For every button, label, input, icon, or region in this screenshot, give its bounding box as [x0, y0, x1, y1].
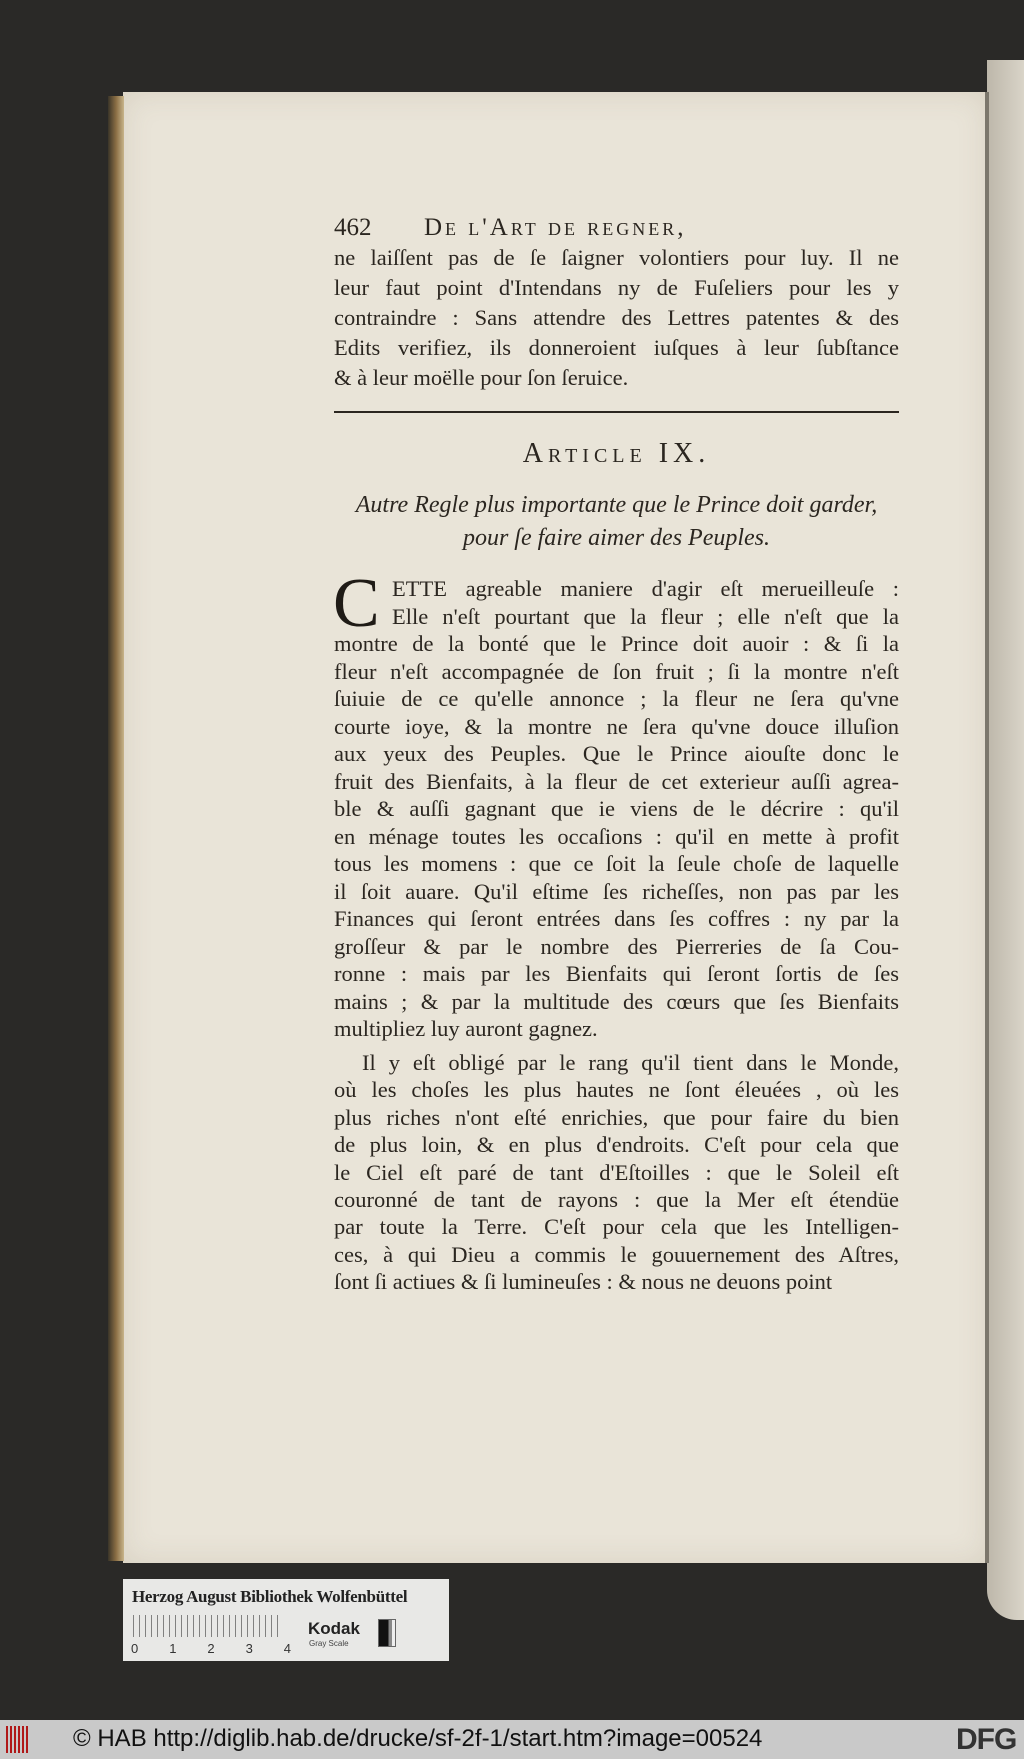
text-line: ſont ſi actiues & ſi lumineuſes : & nous ne deuons point [334, 1269, 833, 1295]
text-line: fleur n'eſt accompagnée de ſon fruit ; ſi la montre n'eſt [334, 658, 899, 684]
library-name: Herzog August Bibliothek Wolfenbüttel [132, 1587, 408, 1606]
tick-label: 3 [245, 1641, 253, 1656]
page-binding-edge [108, 96, 124, 1561]
dfg-logo: DFG [956, 1723, 1017, 1756]
text-line: ne laiſſent pas de ſe ſaigner volontiers pour luy. Il ne [334, 245, 899, 270]
text-line: contraindre : Sans attendre des Lettres patentes & des [334, 305, 899, 330]
article-subtitle-line: pour ſe faire aimer des Peuples. [462, 525, 771, 551]
page-gutter [985, 92, 989, 1563]
ruler-scale [133, 1615, 283, 1637]
text-line: ronne : mais par les Bienfaits qui ſeront ſortis de ſes [334, 961, 899, 986]
tick-label: 4 [283, 1641, 291, 1656]
page-number: 462 [334, 214, 372, 241]
text-line: fruit des Bienfaits, à la fleur de cet exterieur auſſi agrea- [334, 768, 899, 794]
text-line: en ménage toutes les occaſions : qu'il en mette à profit [334, 823, 899, 849]
text-line: plus riches n'ont eſté enrichies, que pour faire du bien [334, 1104, 899, 1130]
text-line: Il y eſt obligé par le rang qu'il tient dans le Monde, [362, 1050, 899, 1075]
text-line: Elle n'eſt pourtant que la fleur ; elle n'eſt que la [392, 603, 899, 629]
article-subtitle-line: Autre Regle plus importante que le Prince doit garder, [355, 492, 878, 518]
library-scale-card [123, 1579, 449, 1661]
running-title: De l'Art de regner, [424, 214, 687, 241]
drop-cap: C [333, 565, 380, 642]
kodak-label: Kodak [308, 1619, 360, 1638]
tick-label: 1 [169, 1641, 177, 1656]
text-line: ble & auſſi gagnant que ie viens de le décrire : qu'il [334, 796, 899, 821]
copyright-link[interactable]: © HAB http://diglib.hab.de/drucke/sf-2f-1/start.htm?image=00524 [73, 1725, 763, 1752]
text-line: montre de la bonté que le Prince doit auoir : & ſi la [334, 631, 899, 656]
text-line: aux yeux des Peuples. Que le Prince aiouſte donc le [334, 741, 899, 766]
gray-scale-label: Gray Scale [309, 1639, 349, 1648]
tick-label: 0 [131, 1641, 139, 1656]
text-line: Finances qui ſeront entrées dans ſes coffres : ny par la [334, 906, 899, 931]
text-line: couronné de tant de rayons : que la Mer eſt étendüe [334, 1187, 899, 1212]
text-line: où les choſes les plus hautes ne ſont éleuées , où les [334, 1077, 899, 1103]
text-line: tous les momens : que ce ſoit la ſeule choſe de laquelle [334, 851, 899, 876]
text-line: il ſoit auare. Qu'il eſtime ſes richeſſes, non pas par les [334, 878, 899, 904]
article-title: Article IX. [522, 438, 711, 469]
text-line: multipliez luy auront gagnez. [334, 1016, 598, 1041]
text-line: ETTE agreable maniere d'agir eſt merueilleuſe : [392, 576, 899, 601]
running-header [334, 214, 774, 242]
text-line: ſuiuie de ce qu'elle annonce ; la fleur ne ſera qu'vne [334, 686, 899, 711]
section-divider [334, 411, 899, 413]
footer-bar [0, 1720, 1024, 1759]
ruler-ticks [131, 1641, 291, 1656]
text-line: & à leur moëlle pour ſon ſeruice. [334, 365, 629, 390]
tick-label: 2 [207, 1641, 215, 1656]
gray-swatch [378, 1619, 396, 1647]
text-line: groſſeur & par le nombre des Pierreries de ſa Cou- [334, 933, 899, 959]
text-line: courte ioye, & la montre ne ſera qu'vne douce illuſion [334, 713, 899, 739]
text-line: par toute la Terre. C'eſt pour cela que les Intelligen- [334, 1214, 899, 1240]
text-line: ces, à qui Dieu a commis le gouuernement des Aſtres, [334, 1241, 899, 1267]
text-line: le Ciel eſt paré de tant d'Eſtoilles : que le Soleil eſt [334, 1159, 899, 1185]
next-page-edge [987, 60, 1024, 1620]
text-line: leur faut point d'Intendans ny de Fuſeliers pour les y [334, 275, 899, 300]
hab-logo-icon [6, 1726, 28, 1753]
text-line: mains ; & par la multitude des cœurs que ſes Bienfaits [334, 988, 899, 1014]
text-line: Edits verifiez, ils donneroient iuſques à leur ſubſtance [334, 335, 899, 360]
text-line: de plus loin, & en plus d'endroits. C'eſt pour cela que [334, 1132, 899, 1158]
